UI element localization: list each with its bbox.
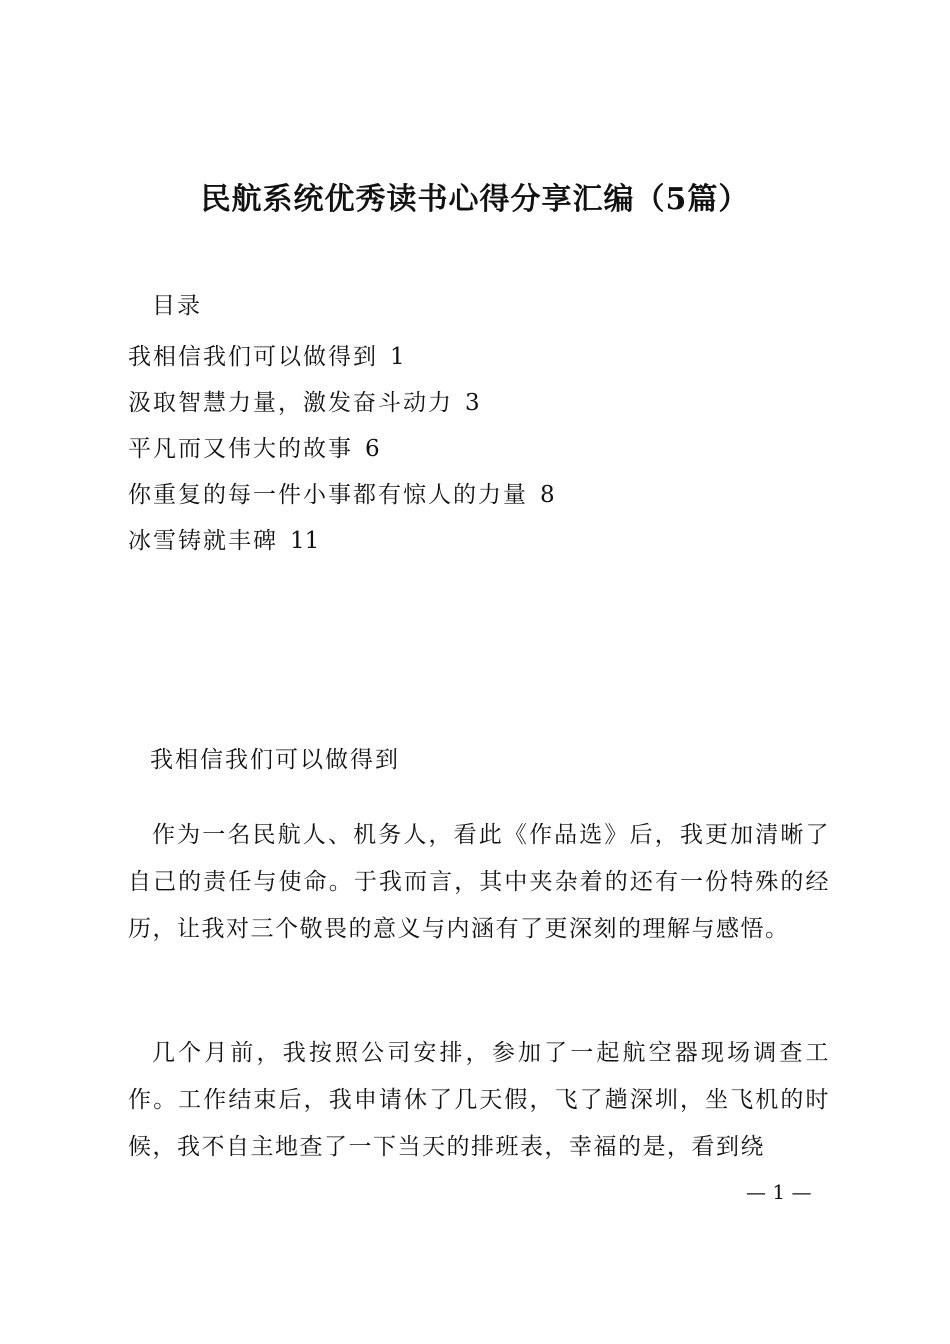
body-paragraph: 几个月前，我按照公司安排，参加了一起航空器现场调查工作。工作结束后，我申请休了几天假，飞了趟深圳，坐飞机的时候，我不自主地查了一下当天的排班表，幸福的是，看到绕 [128, 1040, 830, 1160]
toc-item[interactable] [128, 334, 555, 380]
body-paragraph: 作为一名民航人、机务人，看此《作品选》后，我更加清晰了自己的责任与使命。于我而言，其中夹杂着的还有一份特殊的经历，让我对三个敬畏的意义与内涵有了更深刻的理解与感悟。 [128, 822, 830, 942]
toc-item-page: 6 [365, 436, 380, 462]
toc-heading: 目录 [152, 293, 202, 319]
toc-item-label: 你重复的每一件小事都有惊人的力量 [128, 482, 528, 508]
toc-item[interactable] [128, 472, 555, 518]
toc-item-page: 1 [390, 344, 405, 370]
toc-item-label: 我相信我们可以做得到 [128, 344, 378, 370]
toc-item-page: 8 [540, 482, 555, 508]
toc-item-page: 11 [290, 528, 320, 554]
section-heading: 我相信我们可以做得到 [150, 747, 400, 773]
toc-item-label: 冰雪铸就丰碑 [128, 528, 278, 554]
page-number: — 1 — [746, 1180, 812, 1204]
table-of-contents [128, 334, 555, 564]
toc-item[interactable] [128, 518, 555, 564]
toc-item-label: 平凡而又伟大的故事 [128, 436, 353, 462]
toc-item-label: 汲取智慧力量，激发奋斗动力 [128, 390, 453, 416]
document-title: 民航系统优秀读书心得分享汇编（5篇） [200, 182, 750, 217]
toc-item[interactable] [128, 380, 555, 426]
toc-item[interactable] [128, 426, 555, 472]
toc-item-page: 3 [465, 390, 480, 416]
